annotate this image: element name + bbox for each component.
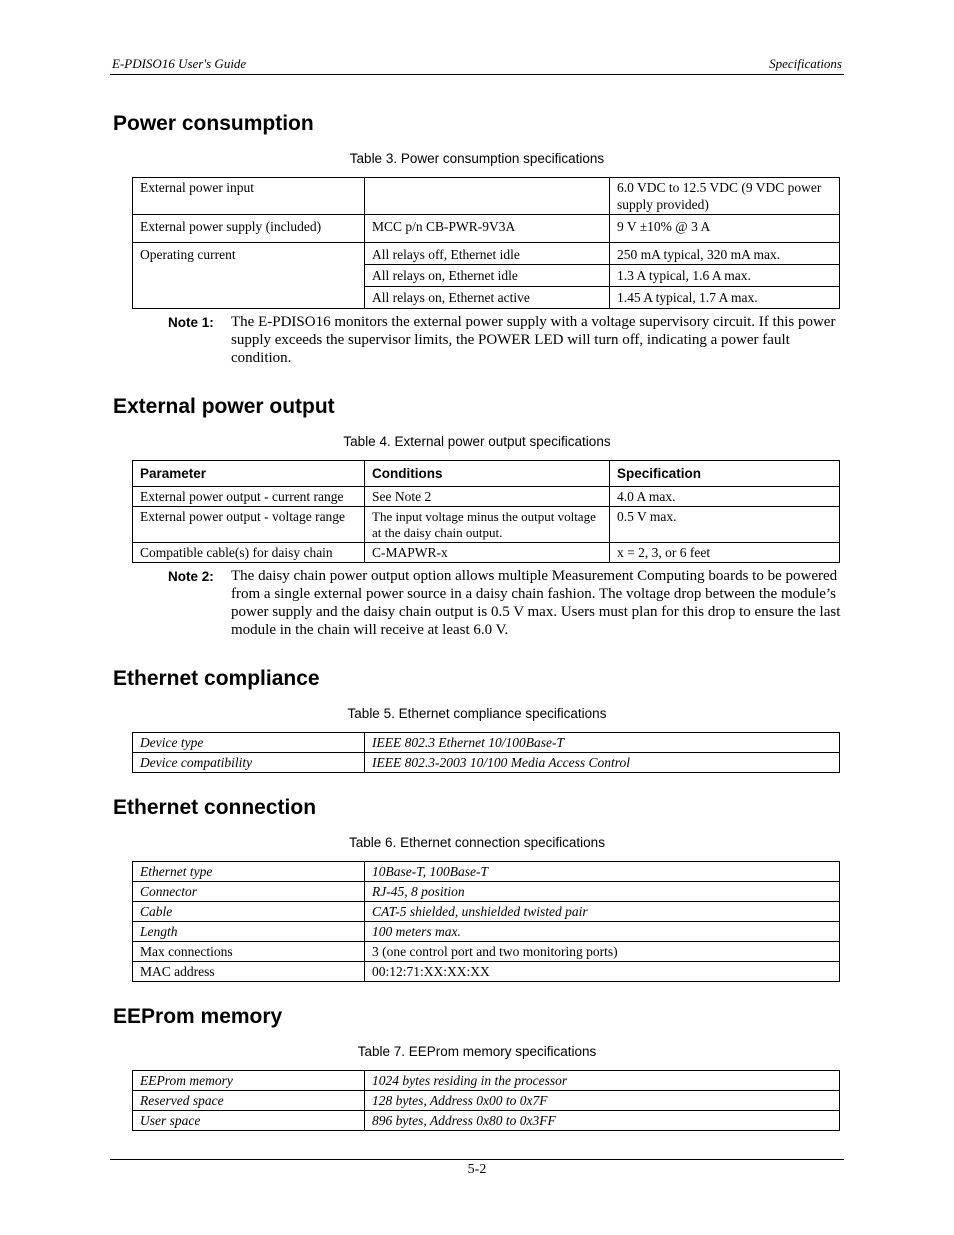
table-caption-ext-output: Table 4. External power output specifications (343, 434, 611, 449)
table-cell: All relays on, Ethernet idle (365, 265, 610, 287)
table-cell: 3 (one control port and two monitoring ports) (365, 942, 840, 962)
table-cell: External power output - voltage range (133, 507, 365, 543)
table-cell: 1.45 A typical, 1.7 A max. (610, 287, 840, 309)
page-footer (110, 1159, 844, 1178)
table-row (133, 1091, 840, 1111)
table-caption-eth-connection: Table 6. Ethernet connection specifications (349, 835, 605, 850)
section-heading-power-consumption: Power consumption (113, 112, 314, 135)
table-cell: The input voltage minus the output voltage at the daisy chain output. (365, 507, 610, 543)
table-caption-eeprom: Table 7. EEProm memory specifications (357, 1044, 597, 1059)
table-cell: 1.3 A typical, 1.6 A max. (610, 265, 840, 287)
header-doc-title: E-PDISO16 User's Guide (112, 56, 247, 71)
table-cell: RJ-45, 8 position (365, 882, 840, 902)
table-cell: All relays on, Ethernet active (365, 287, 610, 309)
table-cell: External power output - current range (133, 487, 365, 507)
note-2 (168, 567, 844, 639)
table-cell: EEProm memory (133, 1071, 365, 1091)
table-cell: 6.0 VDC to 12.5 VDC (9 VDC power supply provided) (610, 178, 840, 215)
table-cell: MAC address (133, 962, 365, 982)
table-row (133, 1111, 840, 1131)
table-row (133, 543, 840, 563)
column-header: Conditions (365, 461, 610, 487)
section-heading-ethernet-compliance: Ethernet compliance (113, 667, 320, 690)
ethernet-compliance-table (132, 732, 840, 773)
table-cell: All relays off, Ethernet idle (365, 243, 610, 265)
eeprom-memory-table (132, 1070, 840, 1131)
table-cell: 128 bytes, Address 0x00 to 0x7F (365, 1091, 840, 1111)
ethernet-connection-table (132, 861, 840, 982)
page-header (110, 55, 844, 75)
table-cell: Length (133, 922, 365, 942)
table-cell: External power input (133, 178, 365, 215)
table-cell: 896 bytes, Address 0x80 to 0x3FF (365, 1111, 840, 1131)
table-row (133, 962, 840, 982)
section-heading-ethernet-connection: Ethernet connection (113, 796, 317, 819)
column-header: Specification (610, 461, 840, 487)
note-text: The E-PDISO16 monitors the external power supply with a voltage supervisory circuit. If this power supply exceeds the supervisor limits, the POWER LED will turn off, indicating a power fault condition. (231, 314, 836, 366)
table-row (133, 753, 840, 773)
table-row (133, 733, 840, 753)
column-header: Parameter (133, 461, 365, 487)
table-cell: Ethernet type (133, 862, 365, 882)
table-cell: Max connections (133, 942, 365, 962)
table-cell: IEEE 802.3-2003 10/100 Media Access Control (365, 753, 840, 773)
table-cell: 1024 bytes residing in the processor (365, 1071, 840, 1091)
table-row (133, 178, 840, 215)
table-cell: See Note 2 (365, 487, 610, 507)
table-row (133, 1071, 840, 1091)
table-cell: IEEE 802.3 Ethernet 10/100Base-T (365, 733, 840, 753)
table-cell: Connector (133, 882, 365, 902)
page-number: 5-2 (467, 1162, 487, 1177)
note-text: The daisy chain power output option allows multiple Measurement Computing boards to be powered from a single external power source in a daisy chain fashion. The voltage drop between the module’s power supply and the daisy chain output is 0.5 V max. Users must plan for this drop to ensure the last module in the chain will receive at least 6.0 V. (231, 568, 841, 638)
table-cell: MCC p/n CB-PWR-9V3A (365, 215, 610, 243)
table-cell: Device compatibility (133, 753, 365, 773)
table-row (133, 243, 840, 265)
table-cell: User space (133, 1111, 365, 1131)
table-row (133, 902, 840, 922)
table-cell: 4.0 A max. (610, 487, 840, 507)
table-caption-power: Table 3. Power consumption specifications (349, 151, 605, 166)
table-row (133, 487, 840, 507)
table-cell: 0.5 V max. (610, 507, 840, 543)
table-cell: 250 mA typical, 320 mA max. (610, 243, 840, 265)
table-cell: 00:12:71:XX:XX:XX (365, 962, 840, 982)
table-cell: CAT-5 shielded, unshielded twisted pair (365, 902, 840, 922)
table-cell (365, 178, 610, 215)
table-row (133, 922, 840, 942)
table-row (133, 942, 840, 962)
note-label: Note 2: (168, 569, 214, 584)
table-cell: 9 V ±10% @ 3 A (610, 215, 840, 243)
section-heading-external-power-output: External power output (113, 395, 335, 418)
table-row (133, 862, 840, 882)
table-row (133, 882, 840, 902)
table-cell: 10Base-T, 100Base-T (365, 862, 840, 882)
table-row (133, 507, 840, 543)
table-cell: C-MAPWR-x (365, 543, 610, 563)
table-header-row (133, 461, 840, 487)
note-label: Note 1: (168, 315, 214, 330)
table-cell: 100 meters max. (365, 922, 840, 942)
table-row (133, 215, 840, 243)
table-cell: Reserved space (133, 1091, 365, 1111)
note-1 (168, 313, 844, 367)
header-section-title: Specifications (769, 56, 842, 71)
table-cell: Operating current (133, 243, 365, 309)
table-cell: Cable (133, 902, 365, 922)
table-caption-eth-compliance: Table 5. Ethernet compliance specifications (347, 706, 607, 721)
table-cell: External power supply (included) (133, 215, 365, 243)
table-cell: Compatible cable(s) for daisy chain (133, 543, 365, 563)
table-cell: x = 2, 3, or 6 feet (610, 543, 840, 563)
external-power-output-table (132, 460, 840, 563)
table-cell: Device type (133, 733, 365, 753)
section-heading-eeprom-memory: EEProm memory (113, 1005, 283, 1028)
power-consumption-table (132, 177, 840, 309)
